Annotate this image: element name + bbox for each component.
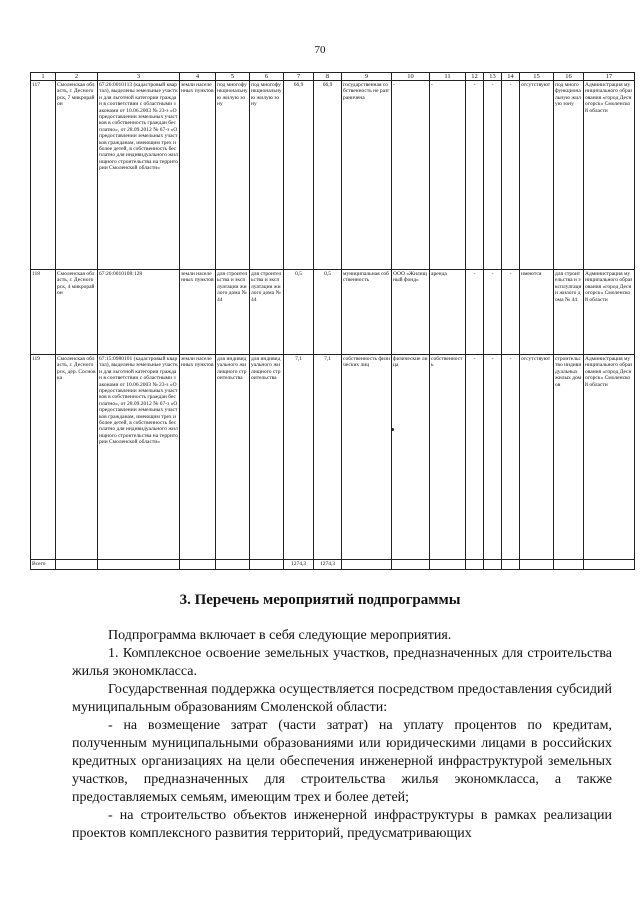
table-cell: - — [502, 81, 520, 270]
table-cell: 7,1 — [284, 355, 314, 560]
section-title: 3. Перечень мероприятий подпрограммы — [179, 592, 461, 608]
table-cell: - — [502, 355, 520, 560]
table-cell — [216, 560, 250, 570]
table-cell: земли населенных пунктов — [180, 270, 216, 355]
paragraph: Подпрограмма включает в себя следующие мероприятия. — [108, 628, 452, 643]
table-row — [31, 355, 635, 560]
table-cell: под многофункциональную жилую зону — [250, 81, 284, 270]
paragraph: - на возмещение затрат (части затрат) на уплату процентов по кредитам, полученным муниципальными образованиями или юридическими лицами в российских кредитных организациях на цели обеспечения инженерной инфраструктурой земельных участков, предназначенных для строительства жилья экономкласса, а также предоставляемых семьям, имеющим трех и более детей; — [72, 718, 612, 805]
column-number-cell: 13 — [484, 73, 502, 81]
table-cell — [430, 560, 466, 570]
table-cell: 67:15:0980101 (кадастровый квартал), выделены земельные участки для льготной категории граждан в соответствии с областными законами от 10.06.2003 № 23-з «О предоставлении земельных участков в собственность граждан бесплатно», от 28.09.2012 № 67-з «О предоставлении земельных участков гражданам, имеющим трех и более детей, в собственность бесплатно для индивидуального жилищного строительства на территории Смоленской области» — [98, 355, 180, 560]
table-cell — [98, 560, 180, 570]
table-cell: Смоленская область, г. Десногорск, 7 микрорайон — [56, 81, 98, 270]
table-cell: ООО «Жилищный фонд» — [392, 270, 430, 355]
table-cell: - — [392, 81, 430, 270]
table-cell — [520, 560, 554, 570]
column-number-cell: 4 — [180, 73, 216, 81]
table-cell — [484, 560, 502, 570]
paragraph: 1. Комплексное освоение земельных участков, предназначенных для строительства жилья экономкласса. — [72, 646, 612, 679]
table-cell: - — [466, 270, 484, 355]
column-number-cell: 11 — [430, 73, 466, 81]
table-cell: 66,9 — [284, 81, 314, 270]
table-cell: для строительства и эксплуатации жилого дома № 44 — [250, 270, 284, 355]
column-number-cell: 6 — [250, 73, 284, 81]
column-number-cell: 9 — [342, 73, 392, 81]
table-cell: для строительства и эксплуатации жилого дома № 44 — [216, 270, 250, 355]
table-cell: 1274,3 — [314, 560, 342, 570]
table-cell: - — [466, 81, 484, 270]
table-cell: - — [484, 81, 502, 270]
table-total-row — [31, 560, 635, 570]
table-cell: 1274,3 — [284, 560, 314, 570]
table-cell: Администрация муниципального образования «город Десногорск» Смоленской области — [584, 81, 635, 270]
table-cell: 118 — [31, 270, 56, 355]
table-cell: физические лица — [392, 355, 430, 560]
table-cell: муниципальная собственность — [342, 270, 392, 355]
table-cell: - — [484, 270, 502, 355]
table-cell: отсутствуют — [520, 355, 554, 560]
table-cell: для индивидуального жилищного строительства — [250, 355, 284, 560]
table-cell: собственность — [430, 355, 466, 560]
table-cell: 0,5 — [314, 270, 342, 355]
table-cell: 119 — [31, 355, 56, 560]
table-cell: для индивидуального жилищного строительства — [216, 355, 250, 560]
table-row — [31, 81, 635, 270]
table-cell — [250, 560, 284, 570]
column-number-cell: 12 — [466, 73, 484, 81]
column-number-cell: 17 — [584, 73, 635, 81]
table-cell: 117 — [31, 81, 56, 270]
column-number-cell: 2 — [56, 73, 98, 81]
table-cell — [584, 560, 635, 570]
table-cell: собственность физических лиц — [342, 355, 392, 560]
paragraph: Государственная поддержка осуществляется посредством предоставления субсидий муниципальным образованиям Смоленской области: — [72, 682, 612, 715]
table-cell: Смоленская область, г. Десногорск, 4 микрорайон — [56, 270, 98, 355]
table-cell: для строительства и эксплуатации жилого дома № 44 — [554, 270, 584, 355]
table-cell — [342, 560, 392, 570]
column-number-cell: 10 — [392, 73, 430, 81]
column-number-cell: 7 — [284, 73, 314, 81]
table-cell: 66,9 — [314, 81, 342, 270]
column-number-cell: 1 — [31, 73, 56, 81]
table-cell: - — [466, 355, 484, 560]
table-cell: земли населенных пунктов — [180, 81, 216, 270]
table-header-row — [31, 73, 635, 81]
table-cell: - — [430, 81, 466, 270]
table-cell: - — [484, 355, 502, 560]
table-cell: Администрация муниципального образования «город Десногорск» Смоленской области — [584, 355, 635, 560]
table-cell: строительство индивидуальных жилых домов — [554, 355, 584, 560]
column-number-cell: 16 — [554, 73, 584, 81]
table-cell: государственная собственность не разграничена — [342, 81, 392, 270]
page-number: 70 — [314, 44, 326, 56]
table-cell: под многофункциональную жилую зону — [216, 81, 250, 270]
table-cell: 67:26:0010108:128 — [98, 270, 180, 355]
table-cell: Администрация муниципального образования «город Десногорск» Смоленской области — [584, 270, 635, 355]
column-number-cell: 5 — [216, 73, 250, 81]
table-cell: земли населенных пунктов — [180, 355, 216, 560]
table-cell: - — [502, 270, 520, 355]
table-cell: отсутствуют — [520, 81, 554, 270]
table-cell: 67:26:0010113 (кадастровый квартал), выделены земельные участки для льготной категории граждан в соответствии с областными законами от 10.06.2003 № 23-з «О предоставлении земельных участков в собственность граждан бесплатно», от 28.09.2012 № 67-з «О предоставлении земельных участков гражданам, имеющим трех и более детей, в собственность бесплатно для индивидуального жилищного строительства на территории Смоленской области» — [98, 81, 180, 270]
table-cell — [554, 560, 584, 570]
table-cell: аренда — [430, 270, 466, 355]
table-cell: имеются — [520, 270, 554, 355]
column-number-cell: 3 — [98, 73, 180, 81]
table-cell — [392, 560, 430, 570]
paragraph: - на строительство объектов инженерной инфраструктуры в рамках реализации проектов комплексного развития территорий, предусматривающих — [72, 808, 612, 841]
table-cell: под многофункциональную жилую зону — [554, 81, 584, 270]
table-cell — [180, 560, 216, 570]
land-plots-table — [30, 72, 635, 570]
table-cell: 7,1 — [314, 355, 342, 560]
table-cell: 0,5 — [284, 270, 314, 355]
column-number-cell: 8 — [314, 73, 342, 81]
column-number-cell: 15 — [520, 73, 554, 81]
total-label-cell: Всего — [31, 560, 56, 570]
table-row — [31, 270, 635, 355]
table-cell: Смоленская область, г. Десногорск, дер. Сосновка — [56, 355, 98, 560]
stray-mark — [391, 428, 394, 431]
table-cell — [466, 560, 484, 570]
column-number-cell: 14 — [502, 73, 520, 81]
table-cell — [502, 560, 520, 570]
table-cell — [56, 560, 98, 570]
body-text — [72, 627, 612, 843]
